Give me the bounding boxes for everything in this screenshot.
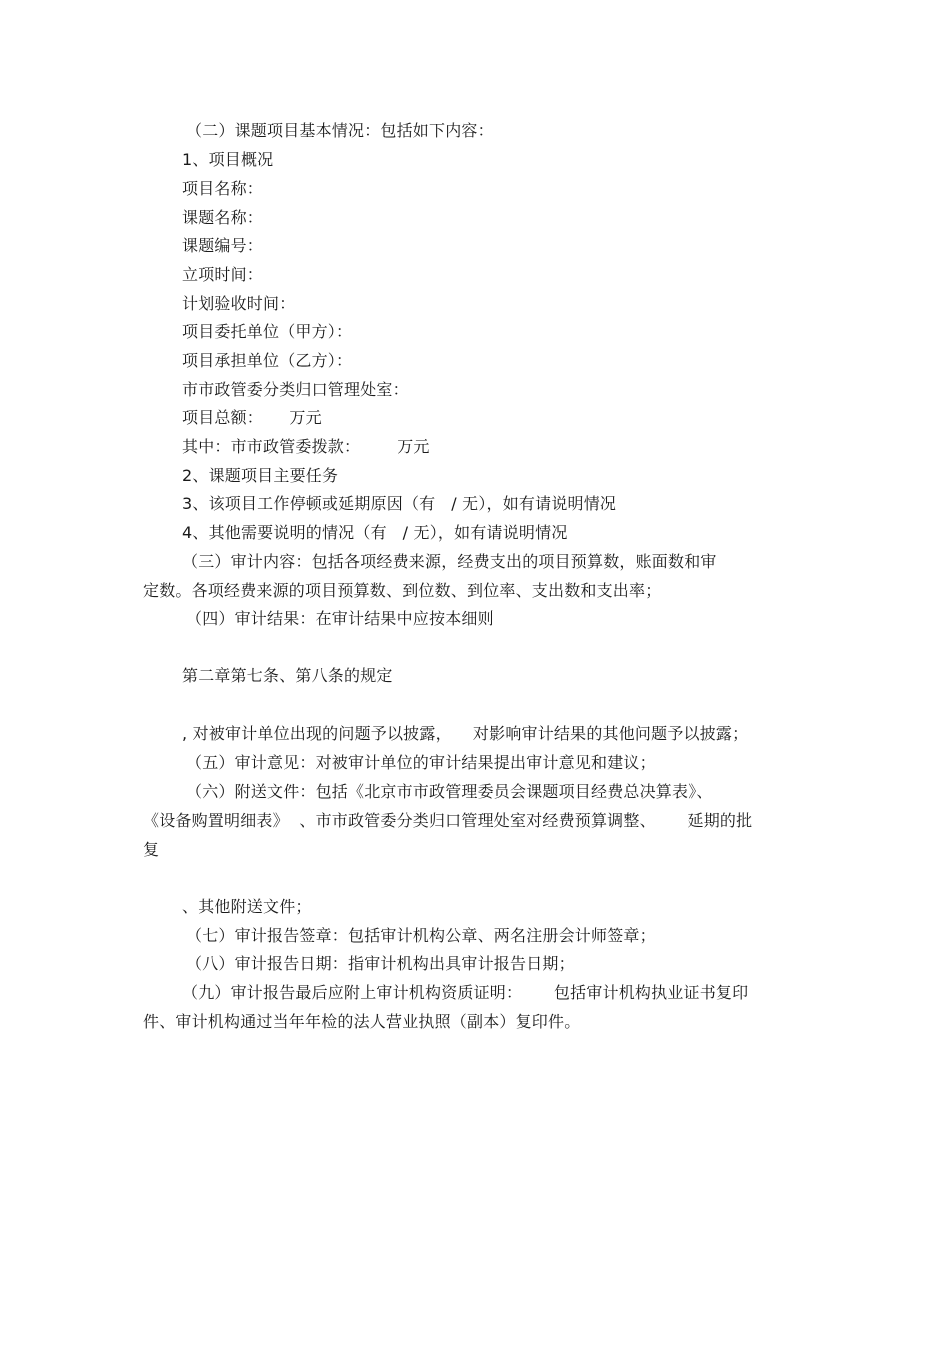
field-allocation: 其中：市市政管委拨款： 万元 [182,437,430,456]
section-9-line-2: 件、审计机构通过当年年检的法人营业执照（副本）复印件。 [143,1012,581,1031]
section-2-heading: （二）课题项目基本情况：包括如下内容： [186,121,494,140]
field-approval-time: 立项时间： [182,265,264,284]
field-client-unit: 项目委托单位（甲方）： [182,322,353,341]
section-6-line-2: 《设备购置明细表》 、市市政管委分类归口管理处室对经费预算调整、 延期的批 [143,811,753,830]
section-4-disclosure: , 对被审计单位出现的问题予以披露， 对影响审计结果的其他问题予以披露； [182,724,749,743]
field-project-total: 项目总额： 万元 [182,408,322,427]
delay-reason-item: 3、该项目工作停顿或延期原因（有 / 无），如有请说明情况 [182,494,617,513]
section-7-heading: （七）审计报告签章：包括审计机构公章、两名注册会计师签章； [186,926,656,945]
section-5-heading: （五）审计意见：对被审计单位的审计结果提出审计意见和建议； [186,753,656,772]
field-topic-name: 课题名称： [182,208,264,227]
field-management-office: 市市政管委分类归口管理处室： [182,380,409,399]
field-acceptance-time: 计划验收时间： [182,294,296,313]
section-3-line-2: 定数。各项经费来源的项目预算数、到位数、到位率、支出数和支出率； [143,581,662,600]
section-8-heading: （八）审计报告日期：指审计机构出具审计报告日期； [186,954,575,973]
section-4-heading: （四）审计结果：在审计结果中应按本细则 [186,609,494,628]
project-overview-heading: 1、项目概况 [182,150,274,169]
section-3-line-1: （三）审计内容：包括各项经费来源，经费支出的项目预算数，账面数和审 [182,552,717,571]
main-tasks-heading: 2、课题项目主要任务 [182,466,339,485]
field-project-name: 项目名称： [182,179,264,198]
section-4-rule-reference: 第二章第七条、第八条的规定 [182,666,393,685]
field-topic-number: 课题编号： [182,236,264,255]
section-6-other-files: 、其他附送文件； [182,897,312,916]
section-6-line-1: （六）附送文件：包括《北京市市政管理委员会课题项目经费总决算表》、 [186,782,713,801]
section-6-line-3: 复 [143,840,160,859]
section-9-line-1: （九）审计报告最后应附上审计机构资质证明： 包括审计机构执业证书复印 [182,983,749,1002]
other-notes-item: 4、其他需要说明的情况（有 / 无），如有请说明情况 [182,523,568,542]
field-undertaking-unit: 项目承担单位（乙方）： [182,351,353,370]
